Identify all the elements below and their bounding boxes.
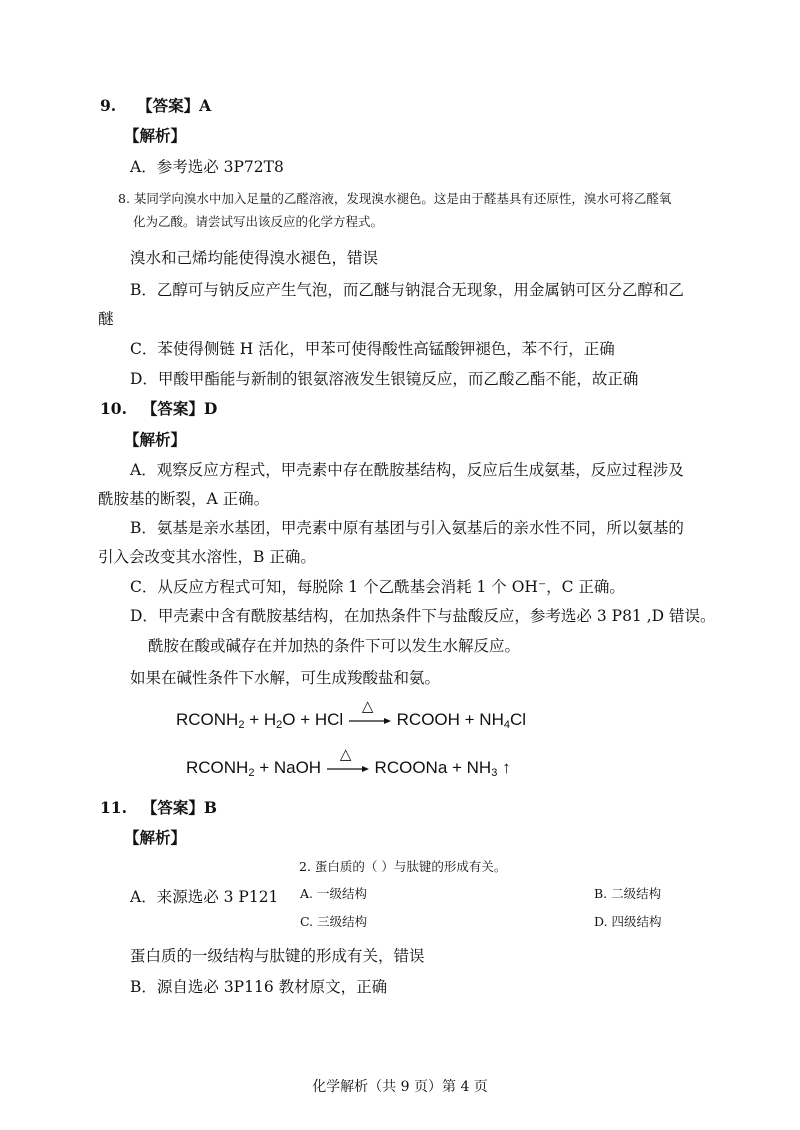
eq2-right: RCOONa + $NH_3$ ↑ [374, 758, 511, 779]
q9-b-line2: 醚 [98, 310, 114, 328]
q11-number: 11. [100, 798, 127, 817]
q9-quote-line1: 8. 某同学向溴水中加入足量的乙醛溶液，发现溴水褪色。这是由于醛基具有还原性，溴水可将乙醛氧 [118, 191, 672, 206]
q10-header [100, 399, 217, 419]
q10-a-line1: A．观察反应方程式，甲壳素中存在酰胺基结构，反应后生成氨基，反应过程涉及 [130, 461, 684, 479]
q9-b-line1: B．乙醇可与钠反应产生气泡，而乙醚与钠混合无现象，用金属钠可区分乙醇和乙 [130, 281, 684, 299]
q9-header [100, 96, 211, 116]
eq2-left: $RCONH_2$ + NaOH [186, 758, 322, 779]
q9-number: 9. [100, 96, 117, 115]
q11-analysis-label: 【解析】 [124, 828, 187, 847]
q11-option-a: A. 一级结构 [300, 886, 367, 901]
q11-a-note: 蛋白质的一级结构与肽键的形成有关，错误 [130, 947, 425, 965]
heat-arrow-icon [326, 745, 370, 779]
q10-number: 10. [100, 399, 127, 418]
q10-a-line2: 酰胺基的断裂，A 正确。 [98, 490, 270, 508]
eq2-condition: △ [339, 745, 352, 763]
eq1-condition: △ [361, 697, 374, 715]
q9-a-line: A．参考选必 3P72T8 [130, 158, 284, 176]
q9-analysis-label: 【解析】 [124, 126, 187, 145]
q11-option-b: B. 二级结构 [594, 886, 662, 901]
eq1-right: RCOOH + $NH_4Cl$ [396, 710, 527, 731]
page-footer: 化学解析（共 9 页）第 4 页 [312, 1079, 488, 1095]
q10-b-line1: B．氨基是亲水基团，甲壳素中原有基团与引入氨基后的亲水性不同，所以氨基的 [130, 519, 684, 537]
q10-note1: 酰胺在酸或碱存在并加热的条件下可以发生水解反应。 [148, 637, 521, 655]
q10-b-line2: 引入会改变其水溶性，B 正确。 [98, 548, 316, 566]
q11-answer: 【答案】B [141, 798, 218, 817]
q9-a-note: 溴水和己烯均能使得溴水褪色，错误 [130, 249, 379, 267]
q10-analysis-label: 【解析】 [124, 430, 187, 449]
q11-option-d: D. 四级结构 [594, 914, 662, 929]
q9-c-line: C．苯使得侧链 H 活化，甲苯可使得酸性高锰酸钾褪色，苯不行，正确 [130, 340, 615, 358]
q11-quote-question: 2. 蛋白质的（ ）与肽键的形成有关。 [299, 859, 507, 874]
q11-option-c: C. 三级结构 [300, 914, 368, 929]
heat-arrow-icon [348, 697, 392, 731]
q10-d-line: D．甲壳素中含有酰胺基结构，在加热条件下与盐酸反应，参考选必 3 P81 ,D 错误。 [130, 607, 716, 625]
q9-d-line: D．甲酸甲酯能与新制的银氨溶液发生银镜反应，而乙酸乙酯不能，故正确 [130, 370, 639, 388]
q11-a-line: A．来源选必 3 P121 [130, 888, 279, 906]
q10-note2: 如果在碱性条件下水解，可生成羧酸盐和氨。 [130, 669, 441, 687]
q9-quote-line2: 化为乙酸。请尝试写出该反应的化学方程式。 [133, 214, 384, 229]
q10-equation-base [186, 745, 511, 779]
q10-answer: 【答案】D [141, 399, 218, 418]
q11-b-line: B．源自选必 3P116 教材原文，正确 [130, 978, 388, 996]
q9-answer: 【答案】A [137, 96, 212, 115]
q10-c-line: C．从反应方程式可知，每脱除 1 个乙酰基会消耗 1 个 OH⁻，C 正确。 [130, 578, 625, 596]
q11-header [100, 798, 217, 818]
q10-equation-acid [176, 697, 527, 731]
eq1-left: $RCONH_2 + H_2O$ + HCl [176, 710, 344, 731]
